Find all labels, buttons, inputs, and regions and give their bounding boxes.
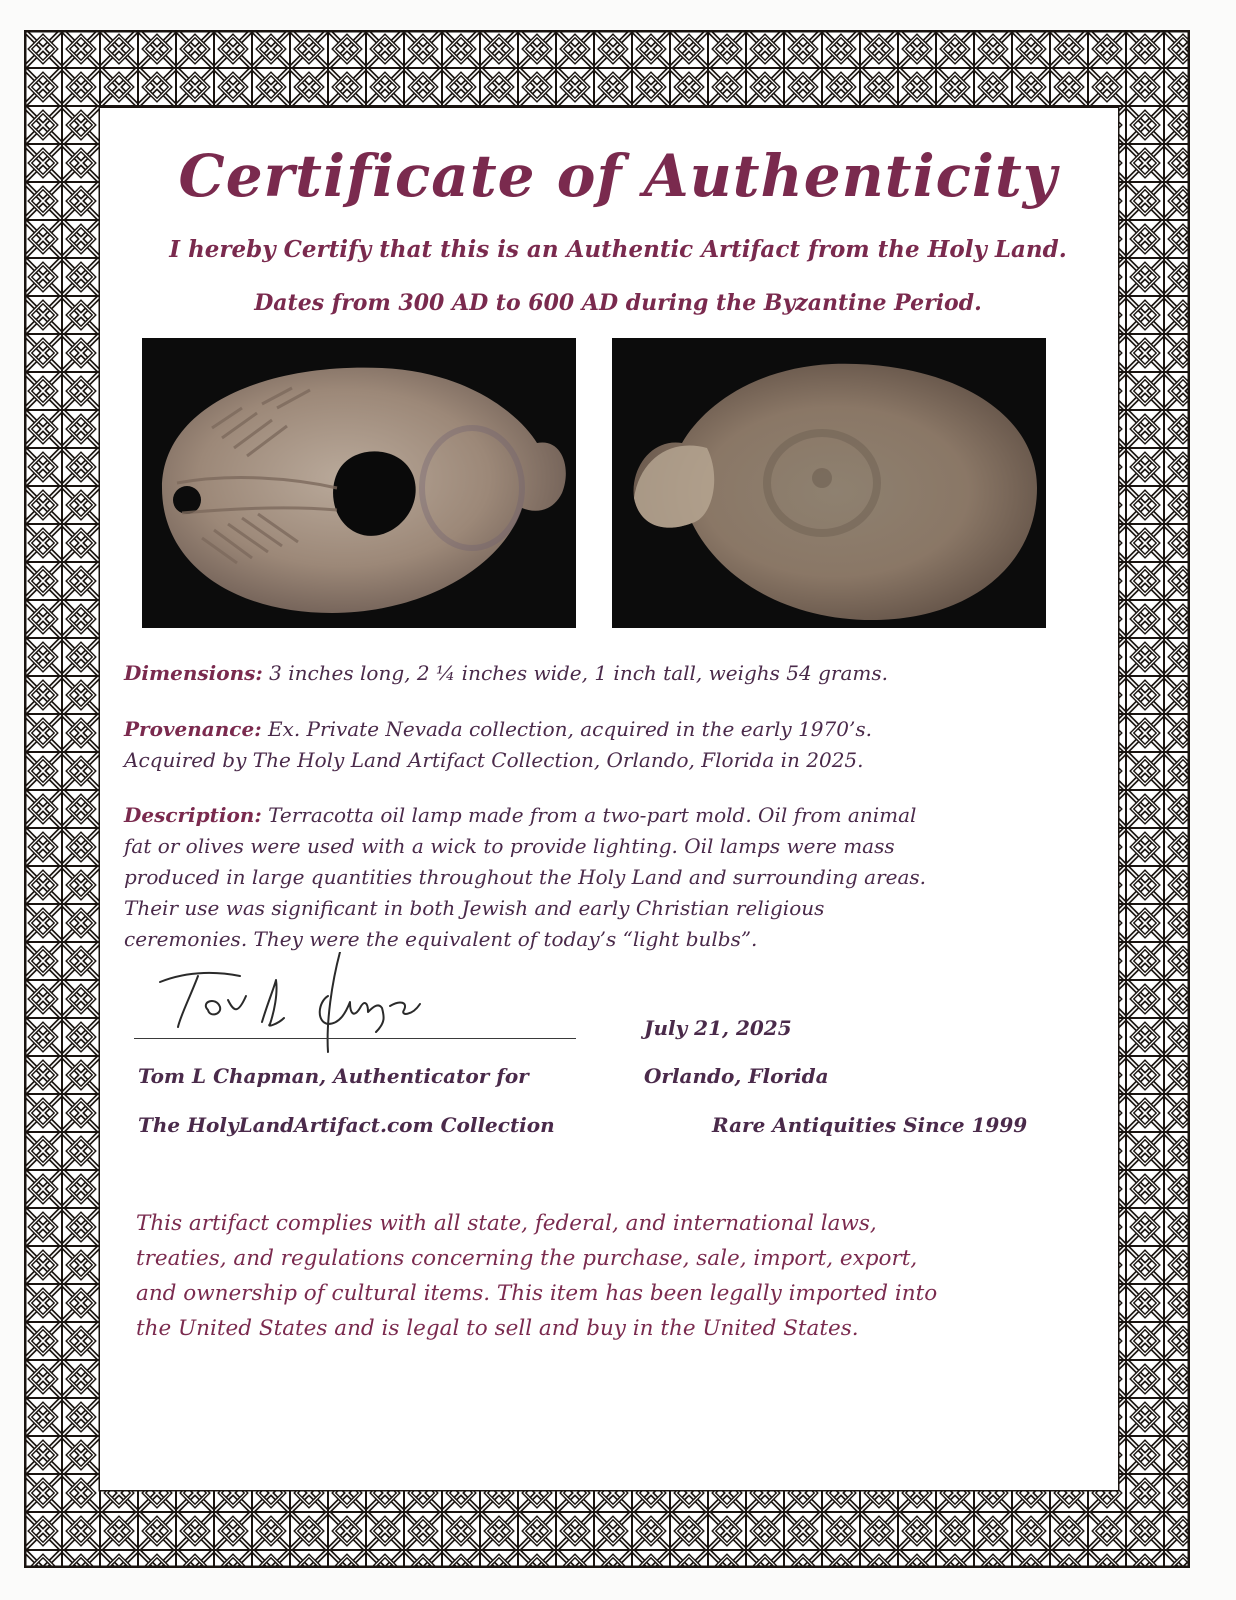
dimensions-text: 3 inches long, 2 ¼ inches wide, 1 inch tall, weighs 54 grams.	[269, 661, 888, 685]
oil-lamp-top-image	[142, 338, 576, 628]
certificate-place: Orlando, Florida	[644, 1064, 829, 1088]
collection-name: The HolyLandArtifact.com Collection	[138, 1113, 555, 1137]
description-line-2: fat or olives were used with a wick to provide lighting. Oil lamps were mass	[124, 834, 895, 858]
certificate-date: July 21, 2025	[644, 1016, 792, 1040]
description-line-4: Their use was significant in both Jewish and early Christian religious	[124, 896, 825, 920]
certify-statement: I hereby Certify that this is an Authentic Artifact from the Holy Land.	[169, 236, 1067, 263]
certificate-title: Certificate of Authenticity	[178, 142, 1058, 210]
provenance-line-1: Ex. Private Nevada collection, acquired in the early 1970’s.	[267, 717, 872, 741]
artifact-photo-top	[142, 338, 576, 628]
artifact-photo-bottom	[612, 338, 1046, 628]
description-line-1: Terracotta oil lamp made from a two-part mold. Oil from animal	[268, 803, 917, 827]
dimensions-paragraph	[124, 658, 1084, 689]
signer-name: Tom L Chapman, Authenticator for	[138, 1064, 529, 1088]
legal-line-2: treaties, and regulations concerning the purchase, sale, import, export,	[136, 1246, 918, 1271]
legal-line-3: and ownership of cultural items. This item has been legally imported into	[136, 1281, 938, 1306]
legal-line-4: the United States and is legal to sell and buy in the United States.	[136, 1316, 859, 1341]
legal-line-1: This artifact complies with all state, federal, and international laws,	[136, 1211, 877, 1236]
description-line-3: produced in large quantities throughout the Holy Land and surrounding areas.	[124, 865, 927, 889]
oil-lamp-bottom-image	[612, 338, 1046, 628]
dimensions-label: Dimensions:	[124, 661, 263, 685]
provenance-label: Provenance:	[124, 717, 262, 741]
description-label: Description:	[124, 803, 262, 827]
legal-statement	[136, 1206, 1096, 1346]
description-paragraph	[124, 800, 1084, 955]
dating-statement: Dates from 300 AD to 600 AD during the Byzantine Period.	[254, 290, 982, 316]
company-tagline: Rare Antiquities Since 1999	[712, 1113, 1028, 1137]
provenance-line-2: Acquired by The Holy Land Artifact Collection, Orlando, Florida in 2025.	[124, 748, 864, 772]
signature-line	[134, 1038, 576, 1039]
provenance-paragraph	[124, 714, 1084, 776]
handwritten-signature	[150, 952, 450, 1062]
description-line-5: ceremonies. They were the equivalent of today’s “light bulbs”.	[124, 927, 758, 951]
